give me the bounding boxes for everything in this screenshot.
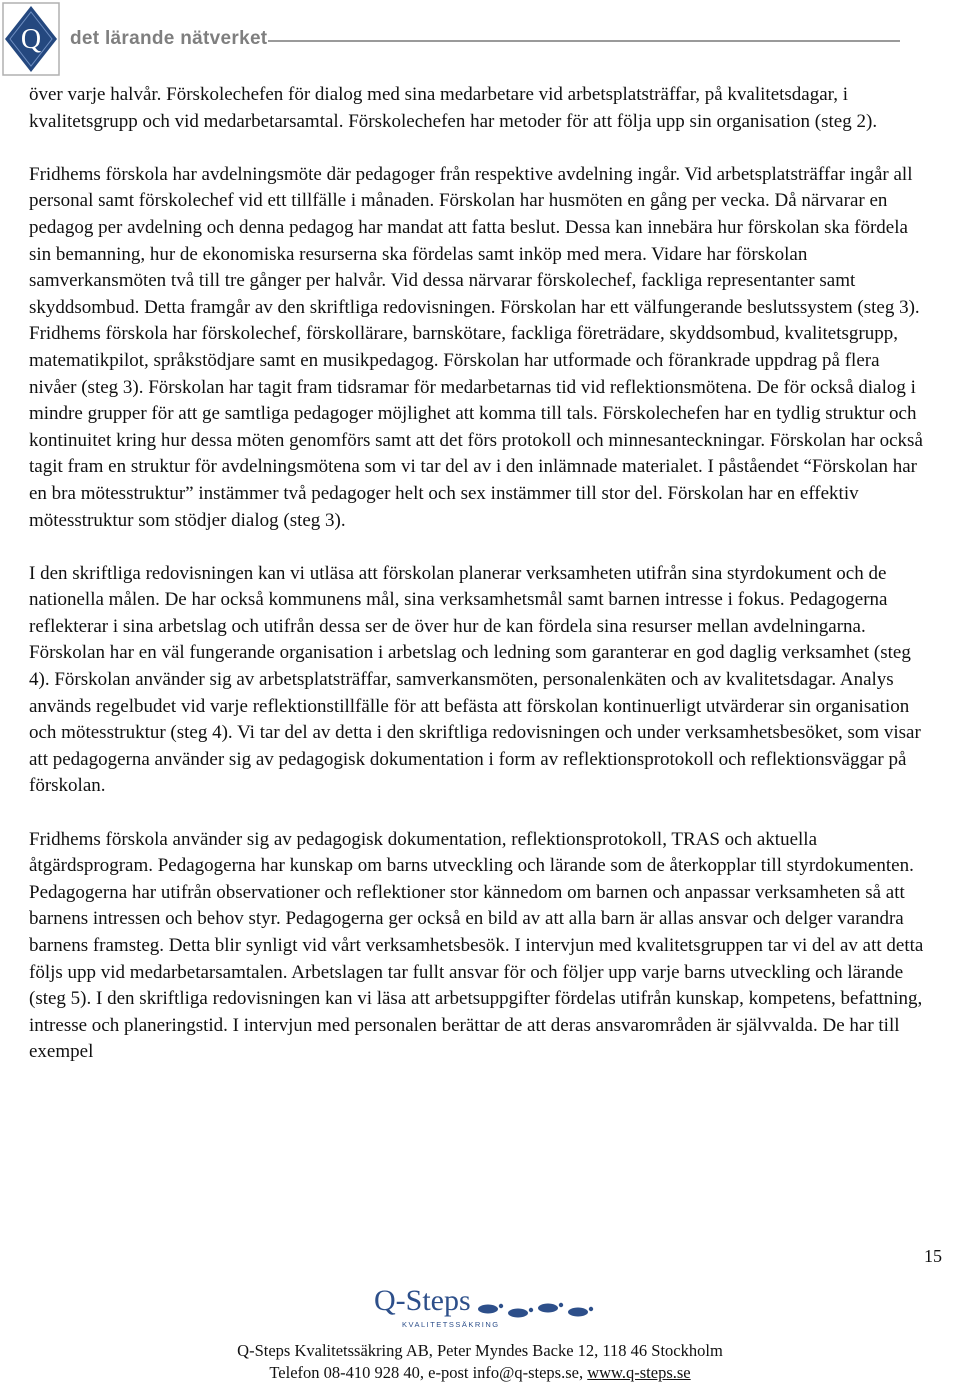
svg-text:Q: Q: [20, 24, 42, 55]
footer-address: Q-Steps Kvalitetssäkring AB, Peter Myndes Backe 12, 118 46 Stockholm: [237, 1341, 723, 1360]
footer-contact: [0, 1363, 960, 1383]
q-steps-logo: [372, 1282, 602, 1330]
document-body: [29, 82, 931, 1066]
footprints-icon: [478, 1303, 593, 1318]
header-logo-text: det lärande nätverket: [70, 28, 268, 49]
page-header: [0, 0, 960, 80]
q-logo-icon: [2, 2, 60, 76]
footer-website-link[interactable]: www.q-steps.se: [587, 1363, 691, 1382]
paragraph-2: Fridhems förskola har avdelningsmöte där pedagoger från respektive avdelning ingår. Vid arbetsplatsträffar ingår all personal samt förskolechef vid ett tillfälle i månaden. Förskolan har husmöten en gång per vecka. Då närvarar en pedagog per avdelning och denna pedagog har mandat att fatta beslut. Dessa kan innebära hur förskolan ska fördela sin bemanning, hur de ekonomiska resurserna ska fördelas samt inköp med mera. Vidare har förskolan samverkansmöten två till tre gånger per halvår. Vid dessa närvarar förskolechef, fackliga representanter samt skyddsombud. Detta framgår av den skriftliga redovisningen. Förskolan har ett välfungerande beslutssystem (steg 3). Fridhems förskola har förskolechef, förskollärare, barnskötare, fackliga företrädare, skyddsombud, kvalitetsgrupp, matematikpilot, språkstödjare samt en musikpedagog. Förskolan har utformade och förankrade uppdrag på flera nivåer (steg 3). Förskolan har tagit fram tidsramar för medarbetarnas tid vid reflektionsmötena. De för också dialog i mindre grupper för att ge samtliga pedagoger möjlighet att komma till tals. Förskolechefen har en tydlig struktur och kontinuitet kring hur dessa möten genomförs samt att det förs protokoll och minnesanteckningar. Förskolan har också tagit fram en struktur för avdelningsmötena som vi tar del av i den inlämnade materialet. I påståendet “Förskolan har en bra mötesstruktur” instämmer två pedagoger helt och sex instämmer till stor del. Förskolan har en effektiv mötesstruktur som stödjer dialog (steg 3).: [29, 163, 923, 531]
paragraph-1: över varje halvår. Förskolechefen för dialog med sina medarbetare vid arbetsplatsträffar, på kvalitetsdagar, i kvalitetsgrupp och vid medarbetarsamtal. Förskolechefen har metoder för att följa upp sin organisation (steg 2).: [29, 84, 878, 132]
page-number: 15: [924, 1246, 942, 1266]
footer-logo-subtext: KVALITETSSÄKRING: [402, 1320, 500, 1329]
paragraph-4: Fridhems förskola använder sig av pedagogisk dokumentation, reflektionsprotokoll, TRAS och aktuella åtgärdsprogram. Pedagogerna har kunskap om barns utveckling och lärande som de återkopplar till styrdokumenten. Pedagogerna har utifrån observationer och reflektioner stor kännedom om barnen och anpassar verksamheten så att barnens intressen och behov styr. Pedagogerna ger också en bild av att alla barn är allas ansvar och delger varandra barnens framsteg. Detta blir synligt vid vårt verksamhetsbesök. I intervjun med kvalitetsgruppen tar vi del av att detta följs upp vid medarbetarsamtalen. Arbetslagen tar fullt ansvar för och följer upp varje barns utveckling och lärande (steg 5). I den skriftliga redovisningen kan vi läsa att arbetsuppgifter fördelas utifrån kunskap, kompetens, befattning, intresse och planeringstid. I intervjun med personalen berättar de att deras ansvarområden är självvalda. De har till exempel: [29, 828, 924, 1063]
header-divider: [268, 40, 900, 42]
paragraph-3: I den skriftliga redovisningen kan vi utläsa att förskolan planerar verksamheten utifrån sina styrdokument och de nationella målen. De har också kommunens mål, sina verksamhetsmål samt barnen intresse i fokus. Pedagogerna reflekterar i sina arbetslag och utifrån dessa ser de över hur de kan fördela sina resurser mellan avdelningarna. Förskolan har en väl fungerande organisation i arbetslag och ledning som garanterar en god daglig verksamhet (steg 4). Förskolan använder sig av arbetsplatsträffar, samverkansmöten, personalenkäten och av kvalitetsdagar. Analys används regelbudet vid varje reflektionstillfälle för att befästa att förskolan kontinuerligt utvärderar sin organisation och mötesstruktur (steg 4). Vi tar del av detta i den skriftliga redovisningen och under verksamhetsbesöket, som visar att pedagogerna använder sig av pedagogisk dokumentation i form av reflektionsprotokoll och reflektionsväggar på förskolan.: [29, 562, 921, 797]
footer-logo-text: Q-Steps: [374, 1284, 471, 1317]
footer-contact-text: Telefon 08-410 928 40, e-post info@q-steps.se,: [269, 1363, 588, 1382]
